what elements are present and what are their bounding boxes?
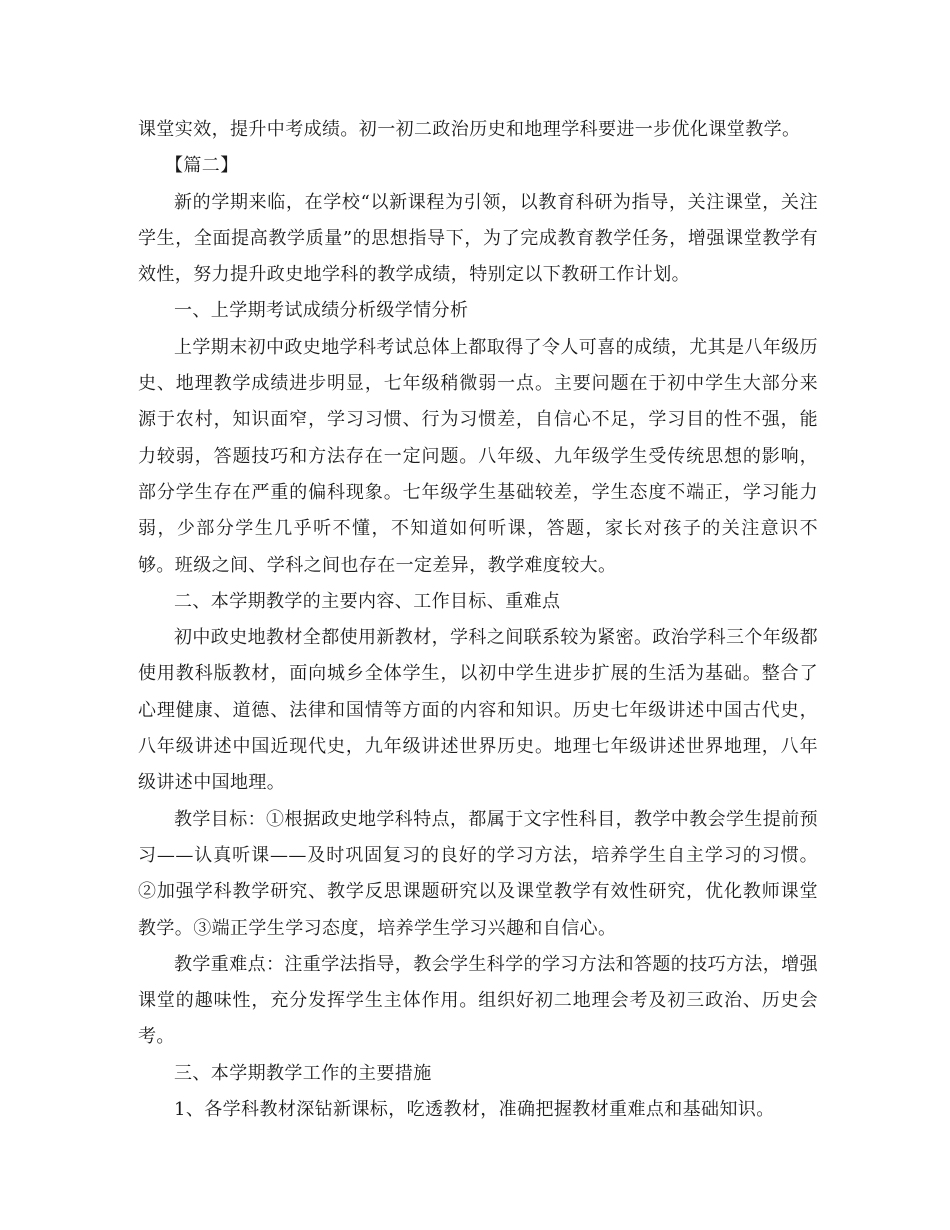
paragraph-intro: 新的学期来临，在学校“以新课程为引领，以教育科研为指导，关注课堂，关注学生，全面提高教学质量”的思想指导下，为了完成教育教学任务，增强课堂教学有效性，努力提升政史地学科的教学成绩，特别定以下教研工作计划。: [138, 191, 818, 286]
paragraph-measure-1: 1、各学科教材深钻新课标，吃透教材，准确把握教材重难点和基础知识。: [174, 1099, 775, 1121]
section-heading-1: 一、上学期考试成绩分析级学情分析: [174, 300, 469, 322]
section-heading-part-two: 【篇二】: [165, 155, 239, 177]
paragraph-key-difficulties: 教学重难点：注重学法指导，教会学生科学的学习方法和答题的技巧方法，增强课堂的趣味性，充分发挥学生主体作用。组织好初二地理会考及初三政治、历史会考。: [138, 953, 818, 1048]
paragraph-teaching-goals: 教学目标：①根据政史地学科特点，都属于文字性科目，教学中教会学生提前预习——认真听课——及时巩固复习的良好的学习方法，培养学生自主学习的习惯。②加强学科教学研究、教学反思课题研究以及课堂教学有效性研究，优化教师课堂教学。③端正学生学习态度，培养学生学习兴趣和自信心。: [138, 808, 818, 939]
paragraph-exam-analysis: 上学期末初中政史地学科考试总体上都取得了令人可喜的成绩，尤其是八年级历史、地理教学成绩进步明显，七年级稍微弱一点。主要问题在于初中学生大部分来源于农村，知识面窄，学习习惯、行为习惯差，自信心不足，学习目的性不强，能力较弱，答题技巧和方法存在一定问题。八年级、九年级学生受传统思想的影响，部分学生存在严重的偏科现象。七年级学生基础较差，学生态度不端正，学习能力弱，少部分学生几乎听不懂，不知道如何听课，答题，家长对孩子的关注意识不够。班级之间、学科之间也存在一定差异，教学难度较大。: [138, 336, 818, 576]
paragraph-teaching-content: 初中政史地教材全都使用新教材，学科之间联系较为紧密。政治学科三个年级都使用教科版教材，面向城乡全体学生，以初中学生进步扩展的生活为基础。整合了心理健康、道德、法律和国情等方面的内容和知识。历史七年级讲述中国古代史，八年级讲述中国近现代史，九年级讲述世界历史。地理七年级讲述世界地理，八年级讲述中国地理。: [138, 627, 818, 794]
document-body: [138, 112, 818, 1128]
section-heading-3: 三、本学期教学工作的主要措施: [174, 1062, 432, 1084]
section-heading-2: 二、本学期教学的主要内容、工作目标、重难点: [174, 590, 561, 612]
paragraph-continuation: 课堂实效，提升中考成绩。初一初二政治历史和地理学科要进一步优化课堂教学。: [138, 119, 801, 140]
